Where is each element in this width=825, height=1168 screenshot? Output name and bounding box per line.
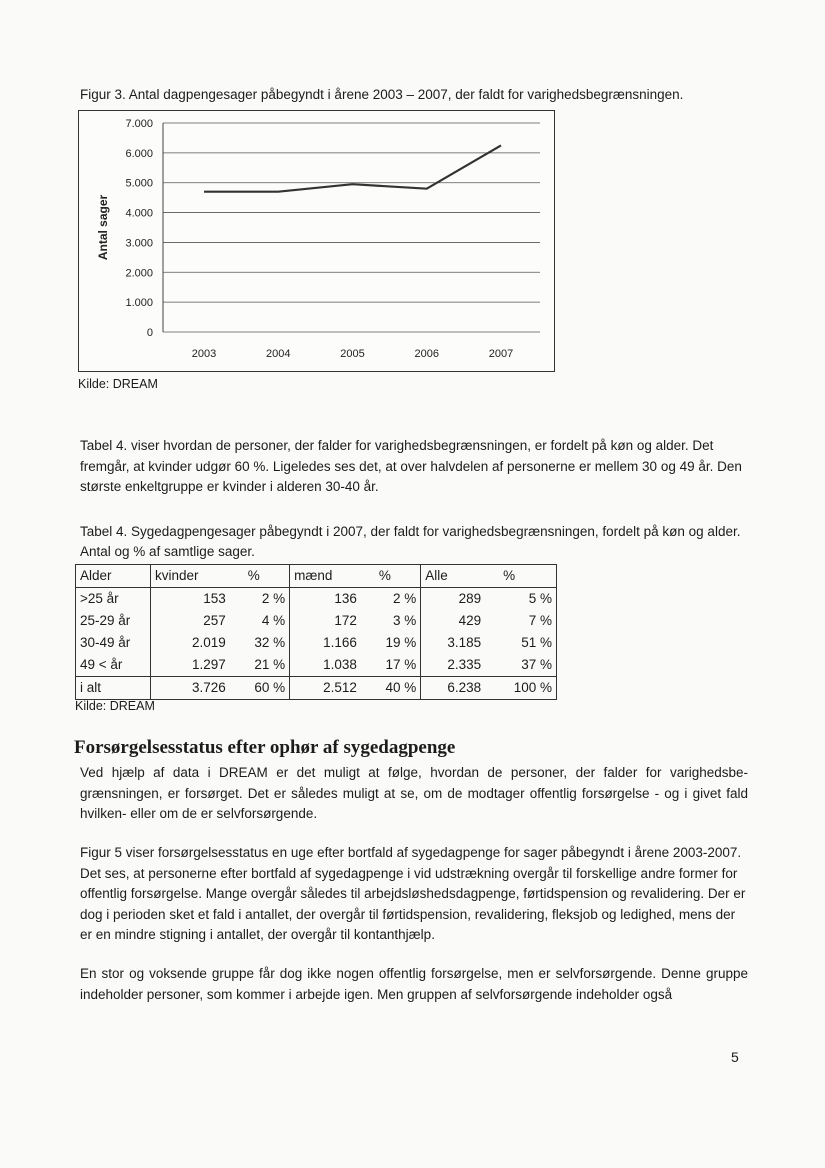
- table-row: [76, 588, 557, 611]
- paragraph-text: En stor og voksende gruppe får dog ikke nogen offentlig forsørgelse, men er selvforsørgende. Denne gruppe indeholder personer, som kommer i arbejde igen. Men gruppen af selvforsørgende indeholder også: [80, 966, 748, 1002]
- series-line: [204, 145, 501, 191]
- table-row: [76, 654, 557, 677]
- table-header-cell: Alder: [76, 565, 151, 588]
- y-tick-label: 3.000: [125, 237, 153, 250]
- paragraph-self-supporting: [80, 964, 748, 1005]
- table-header-cell: %: [485, 565, 556, 588]
- y-tick-label: 2.000: [125, 267, 153, 280]
- table-cell: 289: [421, 588, 485, 611]
- figure-source: Kilde: DREAM: [78, 377, 158, 391]
- table-header-cell: %: [230, 565, 290, 588]
- table-cell: 2 %: [230, 588, 290, 611]
- x-tick-label: 2007: [488, 348, 514, 360]
- table-source: Kilde: DREAM: [75, 699, 155, 713]
- table-cell: 60 %: [230, 677, 290, 700]
- y-tick-label: 5.000: [125, 177, 153, 190]
- chart-svg: [79, 111, 556, 373]
- y-tick-label: 1.000: [125, 297, 153, 310]
- table-cell: 40 %: [361, 677, 421, 700]
- line-chart: [78, 110, 555, 372]
- table-cell: 32 %: [230, 632, 290, 654]
- x-tick-label: 2005: [340, 348, 365, 360]
- paragraph-text: Ved hjælp af data i DREAM er det muligt at følge, hvordan de personer, der falder for varighedsbe-grænsningen, er forsørget. Det er således muligt at se, om de modtager offentlig forsørgelse - og i givet fald hvilken- eller om de er selvforsørgende.: [80, 765, 748, 821]
- table-cell: >25 år: [76, 588, 151, 611]
- table-cell: 7 %: [485, 610, 556, 632]
- table-cell: 2.019: [151, 632, 230, 654]
- table-header-cell: mænd: [290, 565, 361, 588]
- table-header-cell: Alle: [421, 565, 485, 588]
- table-cell: 1.297: [151, 654, 230, 677]
- table-cell: 51 %: [485, 632, 556, 654]
- table-cell: 49 < år: [76, 654, 151, 677]
- figure-caption: Figur 3. Antal dagpengesager påbegyndt i årene 2003 – 2007, der faldt for varighedsbegrænsningen.: [80, 87, 684, 102]
- table-cell: 6.238: [421, 677, 485, 700]
- y-tick-label: 6.000: [125, 147, 153, 160]
- table-row: [76, 632, 557, 654]
- y-tick-label: 4.000: [125, 207, 153, 220]
- table-cell: 30-49 år: [76, 632, 151, 654]
- paragraph-text: Figur 5 viser forsørgelsesstatus en uge efter bortfald af sygedagpenge for sager påbegyndt i årene 2003-2007. Det ses, at personerne efter bortfald af sygedagpenge i vid udstrækning overgår til forskellige andre former for offentlig forsørgelse. Mange overgår således til arbejdsløshedsdagpenge, førtidspension og revalidering. Der er dog i perioden sket et fald i antallet, der overgår til førtidspension, revalidering, fleksjob og ledighed, mens der er en mindre stigning i antallet, der overgår til kontanthjælp.: [80, 845, 746, 942]
- table-cell: 1.166: [290, 632, 361, 654]
- table-cell: 429: [421, 610, 485, 632]
- table-cell: 25-29 år: [76, 610, 151, 632]
- section-heading: Forsørgelsesstatus efter ophør af sygedagpenge: [74, 737, 456, 758]
- table-cell: 37 %: [485, 654, 556, 677]
- table-row: [76, 610, 557, 632]
- table-cell: 17 %: [361, 654, 421, 677]
- table-cell: 3.726: [151, 677, 230, 700]
- table-cell: 21 %: [230, 654, 290, 677]
- table-cell: 100 %: [485, 677, 556, 700]
- x-tick-label: 2006: [414, 348, 439, 360]
- paragraph-text: Tabel 4. viser hvordan de personer, der falder for varighedsbegrænsningen, er fordelt på køn og alder. Det fremgår, at kvinder udgør 60 %. Ligeledes ses det, at over halvdelen af personerne er mellem 30 og 49 år. Den største enkeltgruppe er kvinder i alderen 30-40 år.: [80, 438, 742, 494]
- table-cell: 5 %: [485, 588, 556, 611]
- paragraph-figure5: [80, 843, 748, 946]
- paragraph-table-intro: [80, 436, 748, 498]
- table-cell: 153: [151, 588, 230, 611]
- y-tick-label: 7.000: [125, 118, 153, 130]
- table-cell: 2 %: [361, 588, 421, 611]
- table-cell: 172: [290, 610, 361, 632]
- table-header-cell: kvinder: [151, 565, 230, 588]
- table-row: [76, 677, 557, 700]
- table-header-row: [76, 565, 557, 588]
- table-cell: 3 %: [361, 610, 421, 632]
- table-cell: 1.038: [290, 654, 361, 677]
- x-tick-label: 2004: [266, 348, 291, 360]
- table-header-cell: %: [361, 565, 421, 588]
- paragraph-intro: [80, 763, 748, 825]
- data-table: [75, 564, 557, 700]
- table-cell: 19 %: [361, 632, 421, 654]
- page-number: 5: [731, 1049, 739, 1065]
- table-cell: 3.185: [421, 632, 485, 654]
- table-cell: 4 %: [230, 610, 290, 632]
- y-axis-label: Antal sager: [96, 194, 110, 261]
- table-cell: 257: [151, 610, 230, 632]
- table-cell: 2.512: [290, 677, 361, 700]
- table-caption: Tabel 4. Sygedagpengesager påbegyndt i 2007, der faldt for varighedsbegrænsningen, fordelt på køn og alder. Antal og % af samtlige sager.: [80, 524, 741, 559]
- table-cell: i alt: [76, 677, 151, 700]
- y-tick-label: 0: [146, 327, 153, 339]
- table-cell: 2.335: [421, 654, 485, 677]
- table-cell: 136: [290, 588, 361, 611]
- x-tick-label: 2003: [191, 348, 217, 360]
